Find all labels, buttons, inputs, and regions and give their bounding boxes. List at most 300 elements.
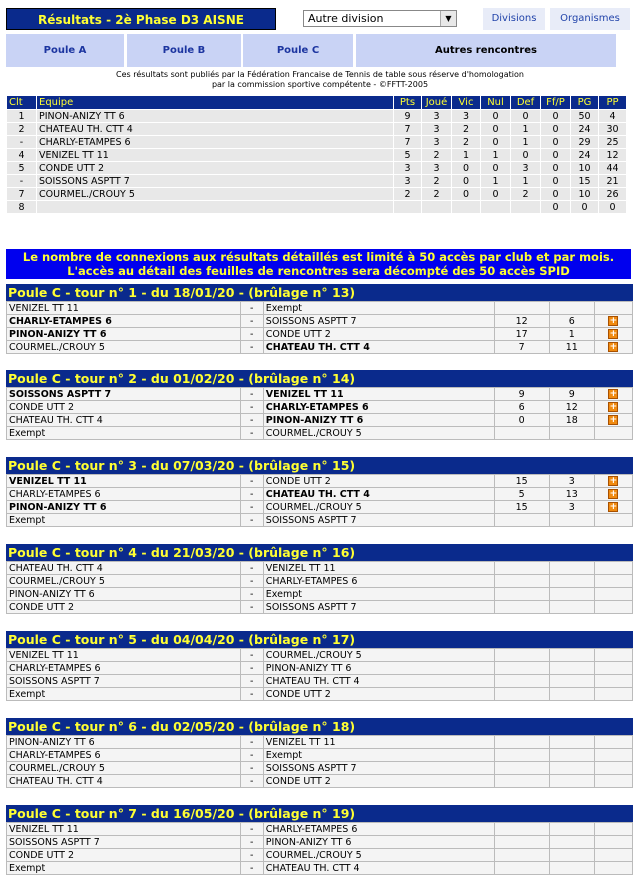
match-row: [7, 315, 633, 328]
away-score: [549, 562, 594, 575]
home-team: Exempt: [7, 427, 241, 440]
standings-cell: 0: [541, 123, 571, 136]
standings-row: [7, 136, 627, 149]
standings-cell: 0: [481, 136, 511, 149]
standings-cell: 0: [541, 149, 571, 162]
standings-row: [7, 162, 627, 175]
standings-cell: 1: [511, 123, 541, 136]
standings-row: [7, 149, 627, 162]
standings-row: [7, 188, 627, 201]
away-score: [549, 514, 594, 527]
standings-cell: 0: [481, 162, 511, 175]
away-score: 18: [549, 414, 594, 427]
away-team: SOISSONS ASPTT 7: [263, 315, 494, 328]
home-team: COURMEL./CROUY 5: [7, 762, 241, 775]
standings-cell: 0: [541, 162, 571, 175]
home-score: [494, 649, 549, 662]
standings-team-name: PINON-ANIZY TT 6: [37, 110, 394, 123]
notice-line-2: L'accès au détail des feuilles de rencontres sera décompté des 50 accès SPID: [67, 264, 570, 278]
home-team: CHARLY-ETAMPES 6: [7, 749, 241, 762]
round-matches-table: [6, 561, 633, 614]
standings-cell: 1: [511, 175, 541, 188]
standings-cell: 25: [599, 136, 627, 149]
match-separator: -: [240, 675, 263, 688]
match-separator: -: [240, 762, 263, 775]
home-score: [494, 302, 549, 315]
tab-poule-b[interactable]: Poule B: [127, 34, 241, 67]
standings-row: [7, 201, 627, 214]
home-team: COURMEL./CROUY 5: [7, 575, 241, 588]
standings-cell: -: [7, 175, 37, 188]
round-matches-table: [6, 301, 633, 354]
match-detail-cell: [594, 849, 632, 862]
chevron-down-icon[interactable]: ▼: [440, 11, 456, 26]
away-team: CHATEAU TH. CTT 4: [263, 341, 494, 354]
standings-cell: 7: [394, 136, 422, 149]
standings-cell: 2: [7, 123, 37, 136]
away-score: 3: [549, 501, 594, 514]
away-team: CONDE UTT 2: [263, 775, 494, 788]
match-detail-cell[interactable]: [594, 501, 632, 514]
standings-cell: 4: [7, 149, 37, 162]
home-team: CHARLY-ETAMPES 6: [7, 315, 241, 328]
away-team: CHARLY-ETAMPES 6: [263, 823, 494, 836]
standings-team-name: CHARLY-ETAMPES 6: [37, 136, 394, 149]
home-team: CHARLY-ETAMPES 6: [7, 662, 241, 675]
match-separator: -: [240, 749, 263, 762]
away-score: [549, 649, 594, 662]
match-row: [7, 675, 633, 688]
home-score: [494, 836, 549, 849]
match-detail-cell[interactable]: [594, 328, 632, 341]
away-team: SOISSONS ASPTT 7: [263, 762, 494, 775]
match-row: [7, 836, 633, 849]
match-detail-icon[interactable]: +: [609, 389, 618, 399]
poule-tabs: [6, 34, 637, 67]
match-detail-cell[interactable]: [594, 388, 632, 401]
home-score: [494, 514, 549, 527]
match-separator: -: [240, 588, 263, 601]
away-team: Exempt: [263, 749, 494, 762]
home-score: 15: [494, 501, 549, 514]
tab-poule-a[interactable]: Poule A: [6, 34, 124, 67]
home-score: [494, 749, 549, 762]
away-team: CHATEAU TH. CTT 4: [263, 488, 494, 501]
home-score: [494, 823, 549, 836]
round-section: [6, 631, 633, 701]
home-team: PINON-ANIZY TT 6: [7, 328, 241, 341]
away-score: [549, 736, 594, 749]
match-row: [7, 662, 633, 675]
away-score: 6: [549, 315, 594, 328]
standings-cell: 3: [394, 162, 422, 175]
match-row: [7, 601, 633, 614]
col-def: Def: [511, 96, 541, 110]
round-section: [6, 544, 633, 614]
match-separator: -: [240, 302, 263, 315]
home-team: VENIZEL TT 11: [7, 302, 241, 315]
home-team: Exempt: [7, 688, 241, 701]
match-detail-cell: [594, 649, 632, 662]
match-row: [7, 501, 633, 514]
standings-cell: 3: [511, 162, 541, 175]
standings-row: [7, 110, 627, 123]
home-score: [494, 562, 549, 575]
away-score: 1: [549, 328, 594, 341]
standings-cell: 30: [599, 123, 627, 136]
away-score: 3: [549, 475, 594, 488]
home-team: PINON-ANIZY TT 6: [7, 736, 241, 749]
home-score: 6: [494, 401, 549, 414]
home-team: CHARLY-ETAMPES 6: [7, 488, 241, 501]
standings-cell: [511, 201, 541, 214]
match-separator: -: [240, 575, 263, 588]
away-team: PINON-ANIZY TT 6: [263, 662, 494, 675]
round-title: Poule C - tour n° 6 - du 02/05/20 - (brûlage n° 18): [6, 718, 633, 735]
match-separator: -: [240, 427, 263, 440]
home-team: VENIZEL TT 11: [7, 823, 241, 836]
match-row: [7, 762, 633, 775]
col-vic: Vic: [452, 96, 481, 110]
match-separator: -: [240, 501, 263, 514]
division-select-value: Autre division: [308, 12, 384, 25]
away-team: CONDE UTT 2: [263, 328, 494, 341]
match-detail-cell: [594, 562, 632, 575]
standings-cell: 2: [422, 149, 452, 162]
home-score: [494, 662, 549, 675]
standings-cell: 2: [511, 188, 541, 201]
standings-cell: 3: [422, 136, 452, 149]
disclaimer-line-2: par la commission sportive compétente - ©FFTT-2005: [211, 80, 429, 89]
match-row: [7, 328, 633, 341]
home-score: 5: [494, 488, 549, 501]
match-detail-cell: [594, 662, 632, 675]
standings-team-name: [37, 201, 394, 214]
match-detail-icon[interactable]: +: [609, 316, 618, 326]
home-score: [494, 427, 549, 440]
home-score: [494, 588, 549, 601]
away-score: [549, 749, 594, 762]
away-team: PINON-ANIZY TT 6: [263, 836, 494, 849]
standings-cell: 7: [394, 123, 422, 136]
standings-cell: 1: [452, 149, 481, 162]
home-team: CHATEAU TH. CTT 4: [7, 775, 241, 788]
standings-team-name: COURMEL./CROUY 5: [37, 188, 394, 201]
standings-cell: [452, 201, 481, 214]
home-score: [494, 775, 549, 788]
round-title: Poule C - tour n° 5 - du 04/04/20 - (brûlage n° 17): [6, 631, 633, 648]
standings-cell: 5: [394, 149, 422, 162]
home-team: VENIZEL TT 11: [7, 475, 241, 488]
standings-cell: 26: [599, 188, 627, 201]
standings-cell: 9: [394, 110, 422, 123]
match-separator: -: [240, 488, 263, 501]
match-detail-cell: [594, 823, 632, 836]
match-detail-cell[interactable]: [594, 414, 632, 427]
match-detail-cell: [594, 601, 632, 614]
match-detail-cell[interactable]: [594, 341, 632, 354]
match-row: [7, 649, 633, 662]
match-row: [7, 388, 633, 401]
standings-cell: -: [7, 136, 37, 149]
match-detail-cell[interactable]: [594, 488, 632, 501]
home-score: [494, 575, 549, 588]
standings-cell: 0: [541, 136, 571, 149]
match-detail-cell[interactable]: [594, 401, 632, 414]
away-team: COURMEL./CROUY 5: [263, 501, 494, 514]
home-team: CHATEAU TH. CTT 4: [7, 414, 241, 427]
match-detail-icon[interactable]: +: [609, 502, 618, 512]
round-matches-table: [6, 735, 633, 788]
home-score: [494, 688, 549, 701]
away-team: VENIZEL TT 11: [263, 736, 494, 749]
standings-cell: 15: [571, 175, 599, 188]
standings-cell: 29: [571, 136, 599, 149]
match-detail-cell[interactable]: [594, 315, 632, 328]
away-team: CHARLY-ETAMPES 6: [263, 401, 494, 414]
standings-cell: 24: [571, 149, 599, 162]
standings-cell: 0: [541, 201, 571, 214]
disclaimer-line-1: Ces résultats sont publiés par la Fédération Francaise de Tennis de table sous réserve d'homologation: [115, 70, 524, 79]
standings-team-name: VENIZEL TT 11: [37, 149, 394, 162]
division-select[interactable]: [303, 10, 457, 27]
standings-cell: 4: [599, 110, 627, 123]
standings-cell: 0: [541, 188, 571, 201]
round-title: Poule C - tour n° 3 - du 07/03/20 - (brûlage n° 15): [6, 457, 633, 474]
standings-cell: 3: [422, 162, 452, 175]
away-team: CHATEAU TH. CTT 4: [263, 862, 494, 875]
away-score: [549, 575, 594, 588]
match-separator: -: [240, 562, 263, 575]
standings-cell: 2: [452, 136, 481, 149]
away-score: [549, 302, 594, 315]
standings-cell: 2: [452, 123, 481, 136]
match-row: [7, 575, 633, 588]
standings-cell: 44: [599, 162, 627, 175]
away-score: 13: [549, 488, 594, 501]
match-detail-icon[interactable]: +: [609, 342, 618, 352]
match-row: [7, 588, 633, 601]
round-section: [6, 284, 633, 354]
away-team: COURMEL./CROUY 5: [263, 649, 494, 662]
standings-cell: 1: [481, 149, 511, 162]
match-separator: -: [240, 388, 263, 401]
organismes-link[interactable]: Organismes: [550, 8, 630, 30]
standings-team-name: CHATEAU TH. CTT 4: [37, 123, 394, 136]
match-separator: -: [240, 849, 263, 862]
col-joue: Joué: [422, 96, 452, 110]
match-detail-cell[interactable]: [594, 475, 632, 488]
match-detail-cell: [594, 514, 632, 527]
match-separator: -: [240, 315, 263, 328]
col-pg: PG: [571, 96, 599, 110]
match-row: [7, 488, 633, 501]
home-team: VENIZEL TT 11: [7, 649, 241, 662]
home-score: [494, 736, 549, 749]
home-team: PINON-ANIZY TT 6: [7, 501, 241, 514]
match-detail-icon[interactable]: +: [609, 489, 618, 499]
standings-cell: 0: [481, 123, 511, 136]
away-score: [549, 688, 594, 701]
match-row: [7, 823, 633, 836]
away-team: COURMEL./CROUY 5: [263, 427, 494, 440]
home-score: [494, 849, 549, 862]
col-nul: Nul: [481, 96, 511, 110]
standings-cell: 0: [452, 188, 481, 201]
home-score: 12: [494, 315, 549, 328]
away-team: CONDE UTT 2: [263, 475, 494, 488]
standings-cell: 0: [452, 175, 481, 188]
match-detail-cell: [594, 688, 632, 701]
home-team: CONDE UTT 2: [7, 401, 241, 414]
round-title: Poule C - tour n° 1 - du 18/01/20 - (brûlage n° 13): [6, 284, 633, 301]
home-score: [494, 601, 549, 614]
connection-limit-notice: [6, 249, 631, 279]
match-row: [7, 688, 633, 701]
standings-cell: 5: [7, 162, 37, 175]
match-detail-icon[interactable]: +: [609, 415, 618, 425]
match-detail-cell: [594, 675, 632, 688]
away-score: [549, 862, 594, 875]
away-score: [549, 775, 594, 788]
match-detail-icon[interactable]: +: [609, 402, 618, 412]
col-ffp: Ff/P: [541, 96, 571, 110]
disclaimer: [60, 70, 580, 90]
notice-line-1: Le nombre de connexions aux résultats détaillés est limité à 50 accès par club et par mois.: [22, 250, 615, 264]
away-team: COURMEL./CROUY 5: [263, 849, 494, 862]
standings-cell: 2: [422, 175, 452, 188]
match-separator: -: [240, 862, 263, 875]
match-row: [7, 341, 633, 354]
match-separator: -: [240, 414, 263, 427]
tab-autres-rencontres[interactable]: Autres rencontres: [356, 34, 616, 67]
standings-cell: [422, 201, 452, 214]
home-team: COURMEL./CROUY 5: [7, 341, 241, 354]
round-title: Poule C - tour n° 4 - du 21/03/20 - (brûlage n° 16): [6, 544, 633, 561]
away-score: 12: [549, 401, 594, 414]
home-score: 0: [494, 414, 549, 427]
standings-cell: 0: [481, 188, 511, 201]
divisions-link[interactable]: Divisions: [483, 8, 545, 30]
match-detail-cell: [594, 862, 632, 875]
standings-cell: 3: [422, 123, 452, 136]
round-matches-table: [6, 822, 633, 875]
match-detail-cell: [594, 749, 632, 762]
round-section: [6, 457, 633, 527]
standings-cell: 0: [541, 175, 571, 188]
standings-cell: 2: [394, 188, 422, 201]
match-row: [7, 414, 633, 427]
standings-row: [7, 123, 627, 136]
standings-cell: 1: [7, 110, 37, 123]
match-separator: -: [240, 775, 263, 788]
standings-cell: 0: [571, 201, 599, 214]
away-score: [549, 601, 594, 614]
standings-cell: 3: [394, 175, 422, 188]
away-team: CHATEAU TH. CTT 4: [263, 675, 494, 688]
match-separator: -: [240, 836, 263, 849]
match-detail-cell: [594, 302, 632, 315]
round-section: [6, 805, 633, 875]
round-section: [6, 718, 633, 788]
away-score: [549, 823, 594, 836]
home-score: 17: [494, 328, 549, 341]
home-team: Exempt: [7, 514, 241, 527]
col-equipe: Equipe: [37, 96, 394, 110]
match-separator: -: [240, 688, 263, 701]
standings-table: [6, 95, 627, 214]
away-score: [549, 836, 594, 849]
away-team: VENIZEL TT 11: [263, 388, 494, 401]
round-matches-table: [6, 648, 633, 701]
match-separator: -: [240, 649, 263, 662]
match-detail-cell: [594, 588, 632, 601]
match-detail-cell: [594, 575, 632, 588]
standings-cell: 2: [422, 188, 452, 201]
away-team: SOISSONS ASPTT 7: [263, 601, 494, 614]
page-title: Résultats - 2è Phase D3 AISNE: [6, 8, 276, 30]
round-section: [6, 370, 633, 440]
match-detail-cell: [594, 762, 632, 775]
away-team: Exempt: [263, 588, 494, 601]
match-separator: -: [240, 401, 263, 414]
standings-cell: 0: [599, 201, 627, 214]
match-row: [7, 862, 633, 875]
standings-cell: 10: [571, 162, 599, 175]
match-row: [7, 427, 633, 440]
match-row: [7, 775, 633, 788]
match-separator: -: [240, 475, 263, 488]
tab-poule-c[interactable]: Poule C: [243, 34, 353, 67]
standings-cell: 0: [481, 110, 511, 123]
home-team: SOISSONS ASPTT 7: [7, 836, 241, 849]
match-row: [7, 401, 633, 414]
match-separator: -: [240, 736, 263, 749]
home-team: CHATEAU TH. CTT 4: [7, 562, 241, 575]
home-team: SOISSONS ASPTT 7: [7, 388, 241, 401]
standings-cell: 0: [511, 149, 541, 162]
col-pts: Pts: [394, 96, 422, 110]
standings-cell: 50: [571, 110, 599, 123]
away-team: VENIZEL TT 11: [263, 562, 494, 575]
match-separator: -: [240, 823, 263, 836]
standings-cell: 10: [571, 188, 599, 201]
match-detail-cell: [594, 775, 632, 788]
match-separator: -: [240, 514, 263, 527]
home-score: 15: [494, 475, 549, 488]
standings-cell: 1: [481, 175, 511, 188]
match-detail-icon[interactable]: +: [609, 329, 618, 339]
standings-header-row: [7, 96, 627, 110]
away-score: [549, 662, 594, 675]
match-detail-icon[interactable]: +: [609, 476, 618, 486]
round-title: Poule C - tour n° 2 - du 01/02/20 - (brûlage n° 14): [6, 370, 633, 387]
col-clt: Clt: [7, 96, 37, 110]
match-row: [7, 736, 633, 749]
standings-cell: 0: [452, 162, 481, 175]
standings-cell: 3: [422, 110, 452, 123]
match-separator: -: [240, 328, 263, 341]
round-title: Poule C - tour n° 7 - du 16/05/20 - (brûlage n° 19): [6, 805, 633, 822]
match-row: [7, 749, 633, 762]
home-score: [494, 675, 549, 688]
home-team: SOISSONS ASPTT 7: [7, 675, 241, 688]
round-matches-table: [6, 474, 633, 527]
away-team: PINON-ANIZY TT 6: [263, 414, 494, 427]
away-team: CHARLY-ETAMPES 6: [263, 575, 494, 588]
standings-cell: 0: [511, 110, 541, 123]
standings-cell: 12: [599, 149, 627, 162]
